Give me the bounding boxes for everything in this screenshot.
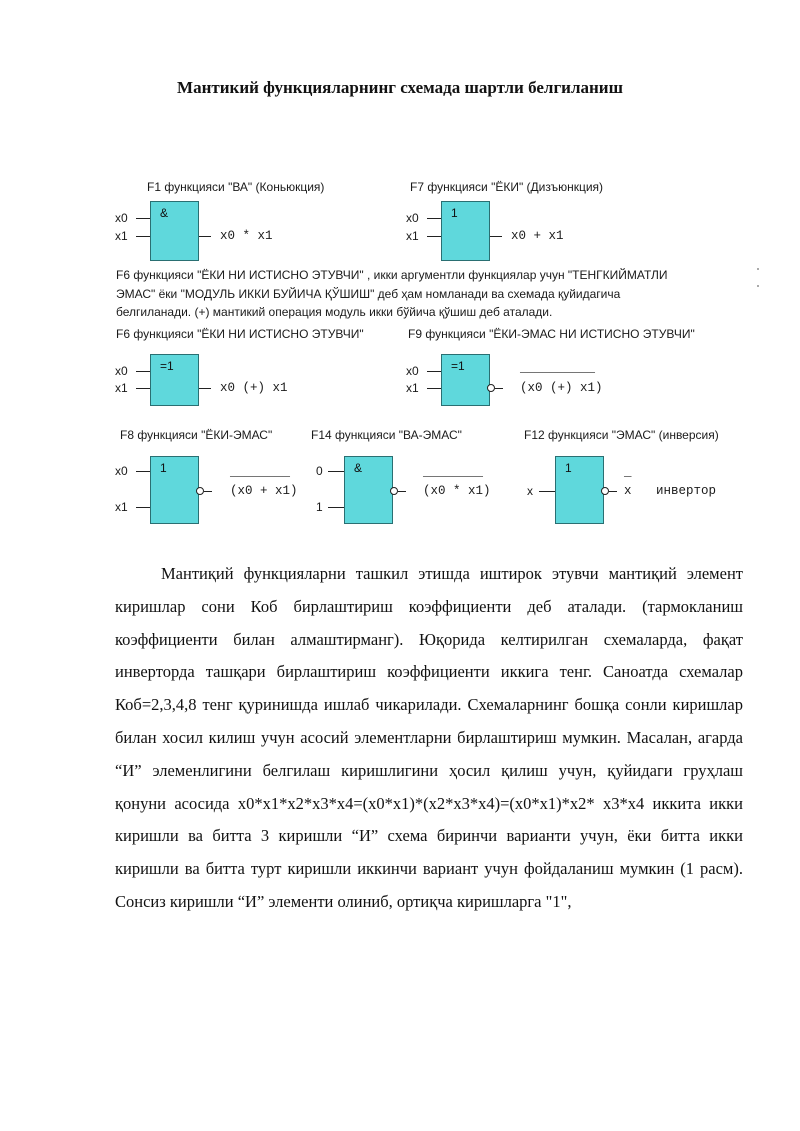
f6-gate-symbol: =1 — [160, 359, 174, 373]
f14-nand-gate — [344, 456, 393, 524]
f1-gate-symbol: & — [160, 206, 169, 220]
f14-gate-symbol: & — [354, 461, 363, 475]
f12-caption: F12 функцияси "ЭМАС" (инверсия) — [524, 428, 719, 442]
f12-gate-symbol: 1 — [565, 461, 572, 475]
f12-output: x — [624, 484, 632, 498]
f7-or-gate — [441, 201, 490, 261]
f6-input-x0: x0 — [115, 364, 128, 378]
f12-inversion-bubble — [601, 487, 609, 495]
f1-input-x0: x0 — [115, 211, 128, 225]
f8-output: (x0 + x1) — [230, 484, 298, 498]
f7-input-x1: x1 — [406, 229, 419, 243]
f7-input-x0: x0 — [406, 211, 419, 225]
logic-gates-figure — [0, 0, 800, 540]
f8-inversion-bubble — [196, 487, 204, 495]
f14-input-0: 0 — [316, 464, 323, 478]
figure-note-line-2: ЭМАС" ёки "МОДУЛЬ ИККИ БУЙИЧА ҚЎШИШ" деб ҳам номланади ва схемада қуйидагича — [116, 287, 621, 301]
f9-caption: F9 функцияси "ЁКИ-ЭМАС НИ ИСТИСНО ЭТУВЧИ" — [408, 327, 695, 341]
f9-input-x1: x1 — [406, 381, 419, 395]
f8-caption: F8 функцияси "ЁКИ-ЭМАС" — [120, 428, 273, 442]
f1-caption: F1 функцияси "ВА" (Коньюкция) — [147, 180, 325, 194]
f12-inverter-label: инвертор — [656, 484, 717, 498]
f14-output: (x0 * x1) — [423, 484, 491, 498]
f1-input-x1: x1 — [115, 229, 128, 243]
f12-not-gate — [555, 456, 604, 524]
f7-output: x0 + x1 — [511, 229, 564, 243]
figure-note-line-3: белгиланади. (+) мантикий операция модуль икки бўйича қўшиш деб аталади. — [116, 305, 553, 319]
f12-overbar: _ — [624, 465, 632, 479]
f6-caption: F6 функцияси "ЁКИ НИ ИСТИСНО ЭТУВЧИ" — [116, 327, 364, 341]
f9-input-x0: x0 — [406, 364, 419, 378]
f14-input-1: 1 — [316, 500, 323, 514]
f14-inversion-bubble — [390, 487, 398, 495]
f8-input-x0: x0 — [115, 464, 128, 478]
f9-gate-symbol: =1 — [451, 359, 465, 373]
f8-nor-gate — [150, 456, 199, 524]
f9-output: (x0 (+) x1) — [520, 381, 603, 395]
f1-output: x0 * x1 — [220, 229, 273, 243]
figure-note-line-1: F6 функцияси "ЁКИ НИ ИСТИСНО ЭТУВЧИ" , икки аргументли функциялар учун "ТЕНГКИЙМАТЛИ — [116, 268, 668, 282]
page-title: Мантикий функцияларнинг схемада шартли белгиланиш — [177, 78, 623, 97]
f9-xnor-gate — [441, 354, 490, 406]
f6-input-x1: x1 — [115, 381, 128, 395]
f14-overbar: ________ — [423, 465, 484, 479]
f9-inversion-bubble — [487, 384, 495, 392]
f8-overbar: ________ — [230, 465, 291, 479]
f9-overbar: __________ — [520, 361, 596, 375]
f14-caption: F14 функцияси "ВА-ЭМАС" — [311, 428, 462, 442]
f1-and-gate — [150, 201, 199, 261]
f7-caption: F7 функцияси "ЁКИ" (Дизъюнкция) — [410, 180, 604, 194]
f8-gate-symbol: 1 — [160, 461, 167, 475]
f6-output: x0 (+) x1 — [220, 381, 288, 395]
body-paragraph — [115, 558, 743, 919]
f8-input-x1: x1 — [115, 500, 128, 514]
f6-xor-gate — [150, 354, 199, 406]
f12-input-x: x — [527, 484, 533, 498]
f7-gate-symbol: 1 — [451, 206, 458, 220]
body-paragraph-text: Мантиқий функцияларни ташкил этишда иштирок этувчи мантиқий элемент киришлар сони Коб бирлаштириш коэффициенти деб аталади. (тармокланиш коэффициенти билан алмаштирманг). Юқорида келтирилган схемаларда, фақат инверторда ташқари бирлаштириш коэффициенти иккига тенг. Саноатда схемалар Коб=2,3,4,8 тенг қуринишда ишлаб чикарилади. Схемаларнинг бошқа сонли киришлар билан хосил килиш учун асосий элементларни бирлаштириш мумкин. Масалан, агарда “И” элеменлигини белгилаш киришлигини ҳосил қилиш учун, қуйидаги груҳлаш қонуни асосида x0*x1*x2*x3*x4=(x0*x1)*(x2*x3*x4)=(x0*x1)*x2* x3*x4 иккита икки киришли ва битта 3 киришли “И” схема биринчи варианти учун, ёки битта икки киришли ва битта турт киришли иккинчи вариант учун фойдаланиш мумкин (1 расм). Сонсиз киришли “И” элементи олиниб, ортиқча киришларга "1", — [115, 564, 743, 911]
